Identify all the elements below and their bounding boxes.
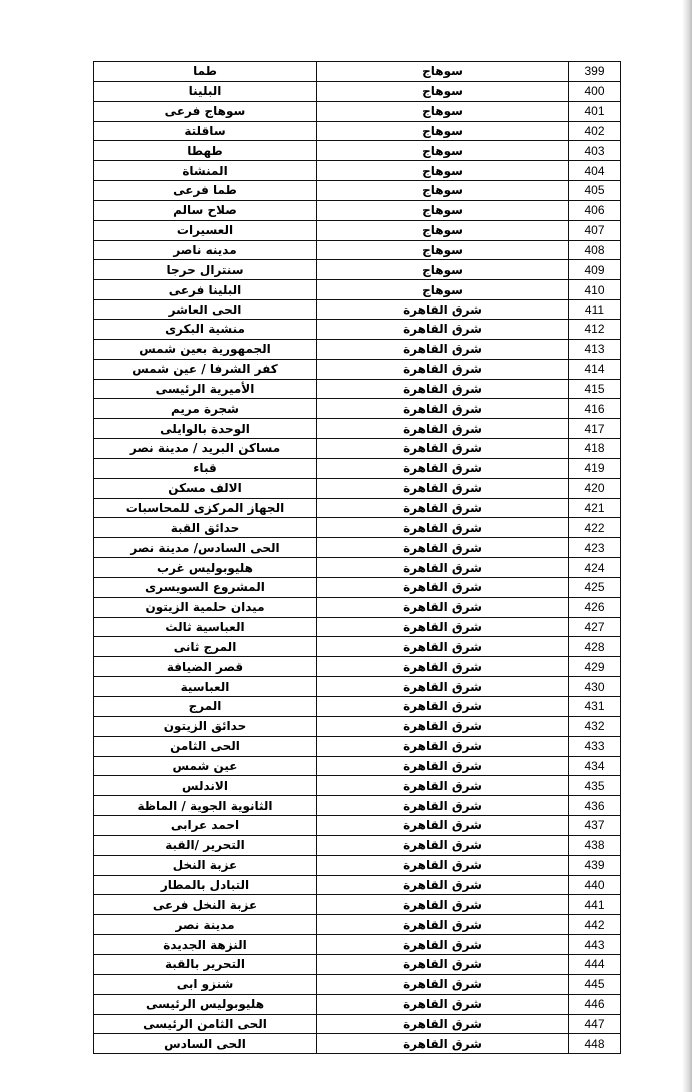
- region-cell: سوهاج: [317, 240, 569, 260]
- office-name-cell: مدينة نصر: [94, 915, 317, 935]
- row-number-cell: 401: [569, 101, 621, 121]
- region-cell: شرق القاهرة: [317, 379, 569, 399]
- table-row: [94, 181, 621, 201]
- office-name-cell: هليوبوليس الرئيسى: [94, 994, 317, 1014]
- region-cell: شرق القاهرة: [317, 518, 569, 538]
- office-name-cell: الجهاز المركزى للمحاسبات: [94, 498, 317, 518]
- region-cell: سوهاج: [317, 121, 569, 141]
- office-name-cell: طما فرعى: [94, 181, 317, 201]
- table-row: [94, 300, 621, 320]
- table-row: [94, 220, 621, 240]
- region-cell: شرق القاهرة: [317, 875, 569, 895]
- row-number-cell: 436: [569, 796, 621, 816]
- table-row: [94, 1034, 621, 1054]
- row-number-cell: 438: [569, 835, 621, 855]
- table-row: [94, 280, 621, 300]
- table-row: [94, 954, 621, 974]
- office-name-cell: حدائق الزيتون: [94, 716, 317, 736]
- row-number-cell: 443: [569, 935, 621, 955]
- table-row: [94, 776, 621, 796]
- row-number-cell: 407: [569, 220, 621, 240]
- region-cell: شرق القاهرة: [317, 697, 569, 717]
- table-row: [94, 339, 621, 359]
- office-name-cell: طما: [94, 62, 317, 82]
- row-number-cell: 424: [569, 558, 621, 578]
- region-cell: شرق القاهرة: [317, 419, 569, 439]
- office-name-cell: الثانوية الجوية / الماظة: [94, 796, 317, 816]
- region-cell: سوهاج: [317, 101, 569, 121]
- row-number-cell: 434: [569, 756, 621, 776]
- table-row: [94, 597, 621, 617]
- region-cell: سوهاج: [317, 62, 569, 82]
- row-number-cell: 408: [569, 240, 621, 260]
- table-row: [94, 121, 621, 141]
- region-cell: شرق القاهرة: [317, 657, 569, 677]
- region-cell: شرق القاهرة: [317, 359, 569, 379]
- region-cell: شرق القاهرة: [317, 974, 569, 994]
- region-cell: شرق القاهرة: [317, 478, 569, 498]
- office-name-cell: ميدان حلمية الزيتون: [94, 597, 317, 617]
- row-number-cell: 399: [569, 62, 621, 82]
- row-number-cell: 426: [569, 597, 621, 617]
- office-name-cell: العسيرات: [94, 220, 317, 240]
- table-row: [94, 379, 621, 399]
- office-name-cell: كفر الشرفا / عين شمس: [94, 359, 317, 379]
- region-cell: شرق القاهرة: [317, 577, 569, 597]
- row-number-cell: 404: [569, 161, 621, 181]
- region-cell: شرق القاهرة: [317, 319, 569, 339]
- office-name-cell: الحى الثامن: [94, 736, 317, 756]
- office-name-cell: الجمهورية بعين شمس: [94, 339, 317, 359]
- row-number-cell: 427: [569, 617, 621, 637]
- office-name-cell: قصر الضيافة: [94, 657, 317, 677]
- row-number-cell: 433: [569, 736, 621, 756]
- table-row: [94, 716, 621, 736]
- table-row: [94, 994, 621, 1014]
- table-row: [94, 657, 621, 677]
- table-row: [94, 399, 621, 419]
- table-row: [94, 935, 621, 955]
- table-row: [94, 796, 621, 816]
- office-name-cell: مساكن البريد / مدينة نصر: [94, 439, 317, 459]
- region-cell: شرق القاهرة: [317, 994, 569, 1014]
- region-cell: شرق القاهرة: [317, 1014, 569, 1034]
- table-row: [94, 1014, 621, 1034]
- office-name-cell: المرج ثانى: [94, 637, 317, 657]
- table-row: [94, 458, 621, 478]
- row-number-cell: 412: [569, 319, 621, 339]
- office-name-cell: التبادل بالمطار: [94, 875, 317, 895]
- table-row: [94, 816, 621, 836]
- row-number-cell: 410: [569, 280, 621, 300]
- table-row: [94, 200, 621, 220]
- region-cell: سوهاج: [317, 280, 569, 300]
- office-name-cell: عين شمس: [94, 756, 317, 776]
- office-name-cell: المنشاة: [94, 161, 317, 181]
- office-name-cell: عزبة النخل: [94, 855, 317, 875]
- office-name-cell: الالف مسكن: [94, 478, 317, 498]
- office-name-cell: العباسية: [94, 677, 317, 697]
- office-name-cell: الوحدة بالوايلى: [94, 419, 317, 439]
- region-cell: شرق القاهرة: [317, 895, 569, 915]
- table-row: [94, 419, 621, 439]
- region-cell: شرق القاهرة: [317, 617, 569, 637]
- row-number-cell: 413: [569, 339, 621, 359]
- office-name-cell: شنزو ابى: [94, 974, 317, 994]
- region-cell: شرق القاهرة: [317, 816, 569, 836]
- row-number-cell: 447: [569, 1014, 621, 1034]
- office-name-cell: هليوبوليس غرب: [94, 558, 317, 578]
- table-row: [94, 855, 621, 875]
- office-name-cell: عزبة النخل فرعى: [94, 895, 317, 915]
- row-number-cell: 414: [569, 359, 621, 379]
- table-row: [94, 697, 621, 717]
- table-row: [94, 478, 621, 498]
- region-cell: شرق القاهرة: [317, 597, 569, 617]
- region-cell: شرق القاهرة: [317, 677, 569, 697]
- region-cell: شرق القاهرة: [317, 855, 569, 875]
- table-row: [94, 637, 621, 657]
- region-cell: سوهاج: [317, 81, 569, 101]
- office-name-cell: المرج: [94, 697, 317, 717]
- row-number-cell: 431: [569, 697, 621, 717]
- table-row: [94, 756, 621, 776]
- office-name-cell: الأميرية الرئيسى: [94, 379, 317, 399]
- region-cell: سوهاج: [317, 141, 569, 161]
- table-row: [94, 439, 621, 459]
- table-row: [94, 895, 621, 915]
- table-row: [94, 81, 621, 101]
- office-name-cell: سوهاج فرعى: [94, 101, 317, 121]
- office-name-cell: شجرة مريم: [94, 399, 317, 419]
- table-body: [94, 62, 621, 1054]
- region-cell: شرق القاهرة: [317, 716, 569, 736]
- office-name-cell: الحى الثامن الرئيسى: [94, 1014, 317, 1034]
- table-row: [94, 260, 621, 280]
- region-cell: شرق القاهرة: [317, 915, 569, 935]
- row-number-cell: 416: [569, 399, 621, 419]
- office-name-cell: الحى العاشر: [94, 300, 317, 320]
- row-number-cell: 446: [569, 994, 621, 1014]
- row-number-cell: 400: [569, 81, 621, 101]
- region-cell: سوهاج: [317, 260, 569, 280]
- region-cell: شرق القاهرة: [317, 796, 569, 816]
- page-edge-shadow: [682, 0, 692, 1092]
- region-cell: سوهاج: [317, 181, 569, 201]
- row-number-cell: 437: [569, 816, 621, 836]
- office-name-cell: البلينا: [94, 81, 317, 101]
- office-name-cell: الحى السادس: [94, 1034, 317, 1054]
- region-cell: شرق القاهرة: [317, 399, 569, 419]
- region-cell: شرق القاهرة: [317, 458, 569, 478]
- row-number-cell: 444: [569, 954, 621, 974]
- office-name-cell: النزهة الجديدة: [94, 935, 317, 955]
- table-row: [94, 538, 621, 558]
- office-name-cell: طهطا: [94, 141, 317, 161]
- region-cell: شرق القاهرة: [317, 954, 569, 974]
- region-cell: شرق القاهرة: [317, 538, 569, 558]
- table-row: [94, 319, 621, 339]
- region-cell: شرق القاهرة: [317, 935, 569, 955]
- row-number-cell: 441: [569, 895, 621, 915]
- row-number-cell: 432: [569, 716, 621, 736]
- table-row: [94, 915, 621, 935]
- office-name-cell: المشروع السويسرى: [94, 577, 317, 597]
- office-name-cell: حدائق القبة: [94, 518, 317, 538]
- row-number-cell: 418: [569, 439, 621, 459]
- region-cell: شرق القاهرة: [317, 756, 569, 776]
- region-cell: شرق القاهرة: [317, 439, 569, 459]
- row-number-cell: 435: [569, 776, 621, 796]
- row-number-cell: 439: [569, 855, 621, 875]
- office-name-cell: صلاح سالم: [94, 200, 317, 220]
- table-row: [94, 736, 621, 756]
- row-number-cell: 402: [569, 121, 621, 141]
- row-number-cell: 422: [569, 518, 621, 538]
- region-cell: شرق القاهرة: [317, 558, 569, 578]
- region-cell: سوهاج: [317, 161, 569, 181]
- office-name-cell: التحرير /القبة: [94, 835, 317, 855]
- table-row: [94, 518, 621, 538]
- row-number-cell: 420: [569, 478, 621, 498]
- office-name-cell: ساقلتة: [94, 121, 317, 141]
- row-number-cell: 430: [569, 677, 621, 697]
- row-number-cell: 417: [569, 419, 621, 439]
- office-name-cell: البلينا فرعى: [94, 280, 317, 300]
- row-number-cell: 405: [569, 181, 621, 201]
- table-row: [94, 617, 621, 637]
- region-cell: شرق القاهرة: [317, 736, 569, 756]
- region-cell: سوهاج: [317, 200, 569, 220]
- table-row: [94, 359, 621, 379]
- region-cell: شرق القاهرة: [317, 300, 569, 320]
- region-cell: شرق القاهرة: [317, 637, 569, 657]
- row-number-cell: 409: [569, 260, 621, 280]
- region-cell: سوهاج: [317, 220, 569, 240]
- office-name-cell: التحرير بالقبة: [94, 954, 317, 974]
- table-row: [94, 558, 621, 578]
- table-row: [94, 161, 621, 181]
- row-number-cell: 440: [569, 875, 621, 895]
- table-row: [94, 835, 621, 855]
- office-name-cell: الاندلس: [94, 776, 317, 796]
- table-row: [94, 974, 621, 994]
- table-row: [94, 677, 621, 697]
- row-number-cell: 421: [569, 498, 621, 518]
- region-cell: شرق القاهرة: [317, 1034, 569, 1054]
- row-number-cell: 415: [569, 379, 621, 399]
- row-number-cell: 419: [569, 458, 621, 478]
- row-number-cell: 425: [569, 577, 621, 597]
- table-row: [94, 101, 621, 121]
- region-cell: شرق القاهرة: [317, 498, 569, 518]
- office-name-cell: احمد عرابى: [94, 816, 317, 836]
- office-name-cell: قباء: [94, 458, 317, 478]
- region-cell: شرق القاهرة: [317, 835, 569, 855]
- table-row: [94, 240, 621, 260]
- office-name-cell: سنترال حرجا: [94, 260, 317, 280]
- region-cell: شرق القاهرة: [317, 776, 569, 796]
- office-name-cell: العباسية ثالث: [94, 617, 317, 637]
- table-row: [94, 875, 621, 895]
- table-row: [94, 141, 621, 161]
- row-number-cell: 442: [569, 915, 621, 935]
- office-name-cell: منشية البكرى: [94, 319, 317, 339]
- row-number-cell: 429: [569, 657, 621, 677]
- office-name-cell: مدينه ناصر: [94, 240, 317, 260]
- row-number-cell: 448: [569, 1034, 621, 1054]
- table-row: [94, 498, 621, 518]
- row-number-cell: 403: [569, 141, 621, 161]
- table-row: [94, 62, 621, 82]
- row-number-cell: 411: [569, 300, 621, 320]
- row-number-cell: 406: [569, 200, 621, 220]
- row-number-cell: 428: [569, 637, 621, 657]
- table-row: [94, 577, 621, 597]
- office-name-cell: الحى السادس/ مدينة نصر: [94, 538, 317, 558]
- region-cell: شرق القاهرة: [317, 339, 569, 359]
- branch-table: [93, 61, 621, 1054]
- row-number-cell: 445: [569, 974, 621, 994]
- row-number-cell: 423: [569, 538, 621, 558]
